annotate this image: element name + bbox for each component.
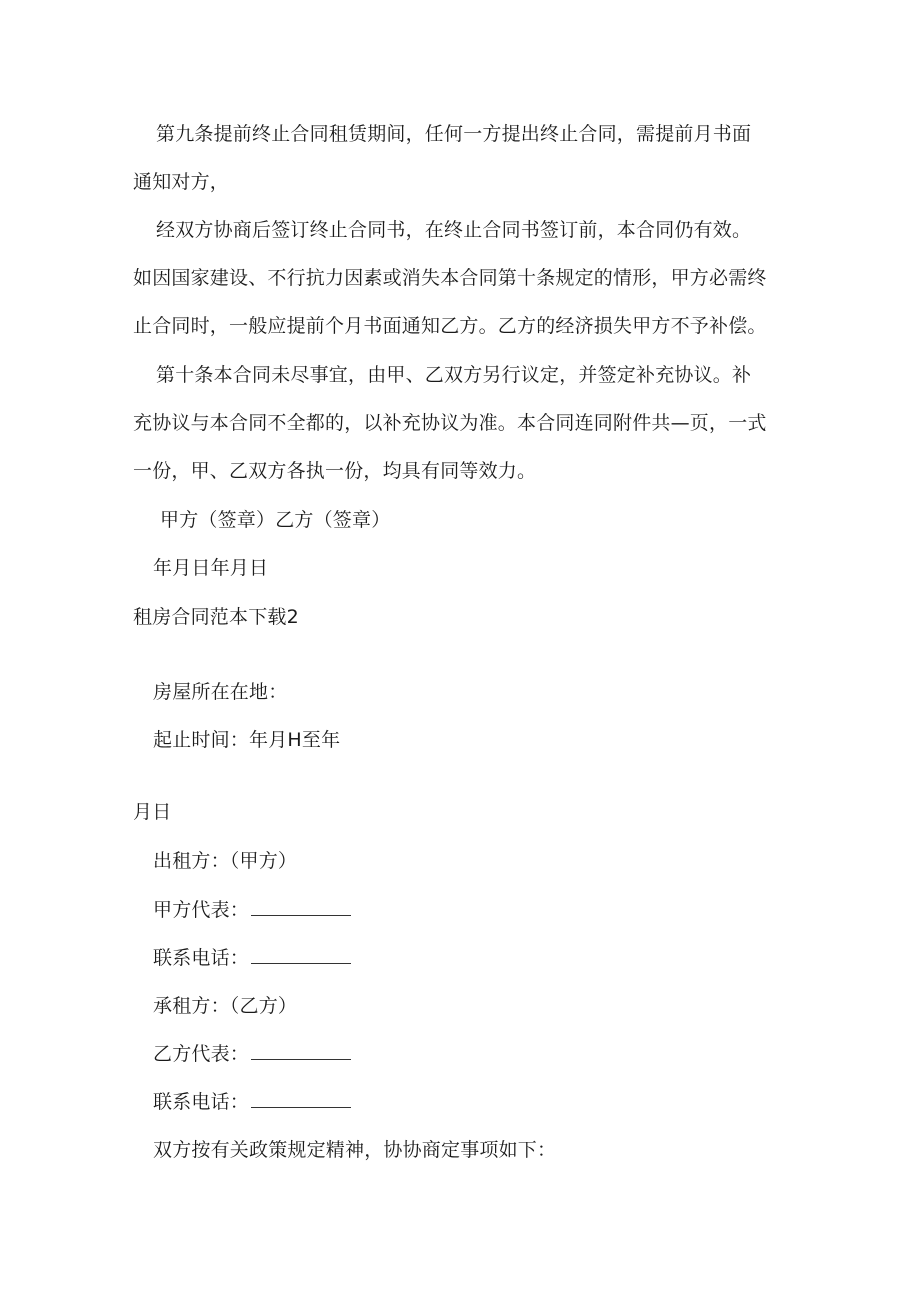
date-line: 年月日年月日 (153, 557, 269, 579)
lessor-rep-blank (251, 897, 351, 916)
lessor-rep-label: 甲方代表： (153, 899, 250, 921)
clause9-line5: 止合同时，一般应提前个月书面通知乙方。乙方的经济损失甲方不予补偿。 (133, 315, 767, 337)
lessee-label: 承租方：（乙方） (153, 995, 298, 1017)
clause10-line3: 一份，甲、乙双方各执一份，均具有同等效力。 (133, 460, 537, 482)
period-line: 起止时间：年月H至年 (153, 729, 341, 751)
lessee-phone-label: 联系电话： (153, 1091, 250, 1113)
clause10-line1: 第十条本合同未尽事宜，由甲、乙双方另行议定，并签定补充协议。补 (156, 364, 752, 386)
lessor-phone-blank (251, 945, 351, 964)
clause9-line1: 第九条提前终止合同租赁期间，任何一方提出终止合同，需提前月书面 (156, 123, 752, 145)
clause9-line2: 通知对方， (133, 171, 230, 193)
location-label: 房屋所在在地： (153, 681, 288, 703)
contract2-title: 租房合同范本下载2 (133, 606, 299, 628)
lessor-label: 出租方：（甲方） (153, 850, 298, 872)
lessee-phone-field (153, 1089, 351, 1115)
clause10-line2: 充协议与本合同不全都的，以补充协议为准。本合同连同附件共—页，一式 (133, 412, 767, 434)
clause9-line4: 如因国家建设、不行抗力因素或消失本合同第十条规定的情形，甲方必需终 (133, 267, 767, 289)
clause9-line3: 经双方协商后签订终止合同书，在终止合同书签订前，本合同仍有效。 (156, 219, 752, 241)
period-end: 月日 (133, 801, 172, 823)
lessee-rep-blank (251, 1041, 351, 1060)
lessor-phone-label: 联系电话： (153, 947, 250, 969)
lessee-rep-label: 乙方代表： (153, 1043, 250, 1065)
lessee-phone-blank (251, 1089, 351, 1108)
agreement-intro: 双方按有关政策规定精神，协协商定事项如下： (153, 1139, 557, 1161)
lessor-phone-field (153, 945, 351, 971)
lessor-rep-field (153, 897, 351, 923)
lessee-rep-field (153, 1041, 351, 1067)
signature-line: 甲方（签章）乙方（签章） (160, 509, 391, 531)
